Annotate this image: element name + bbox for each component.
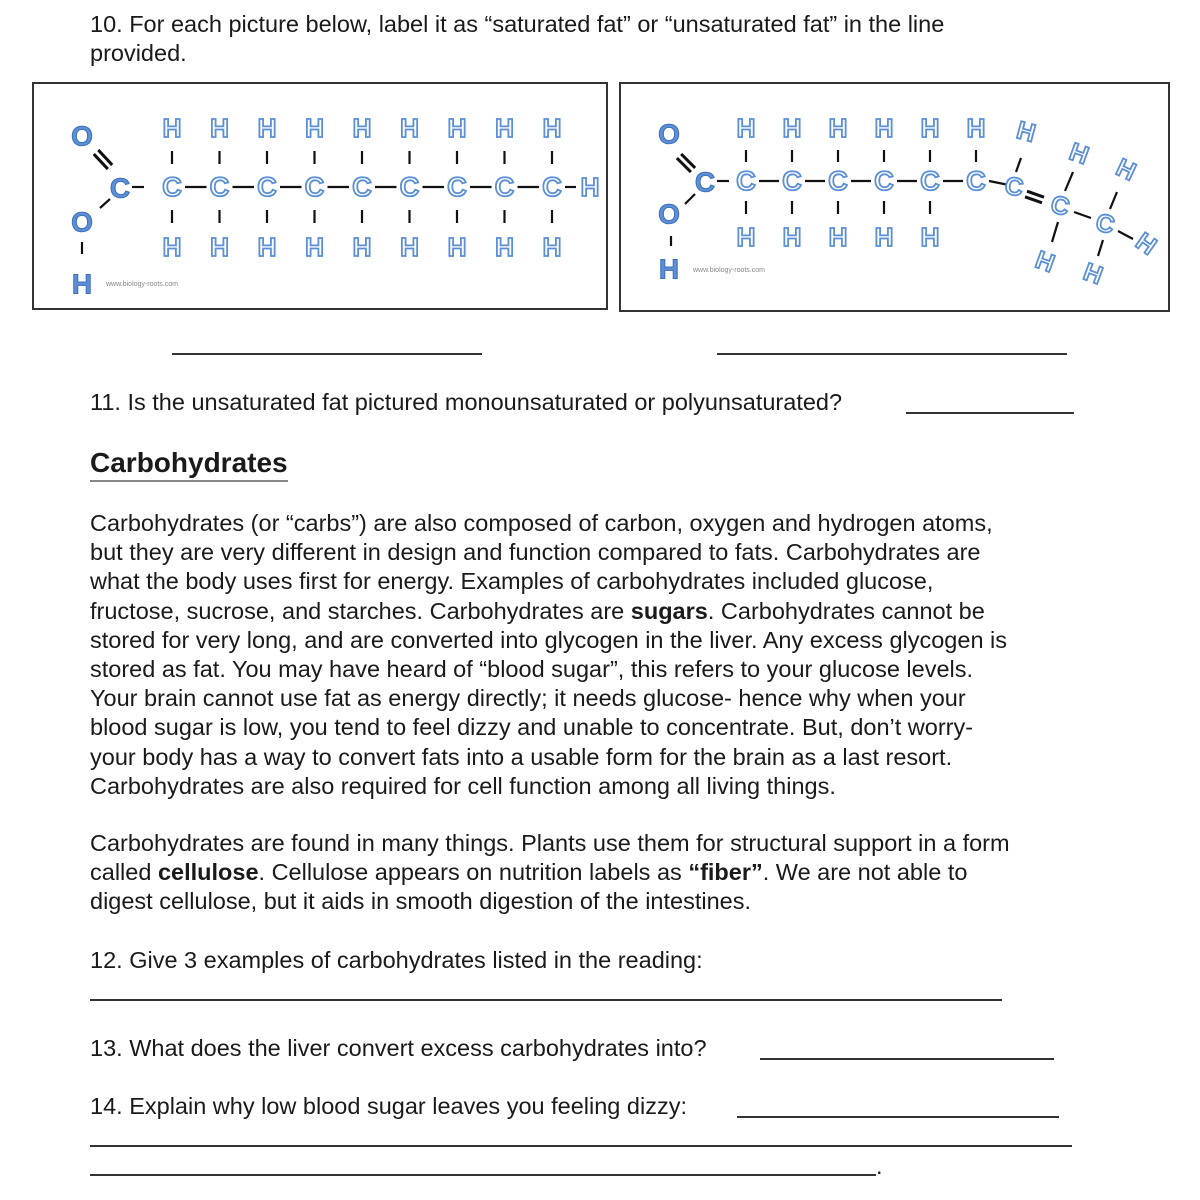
watermark-text: www.biology-roots.com <box>693 267 765 274</box>
hydrogen-atom: H <box>580 172 600 202</box>
text-run: your body has a way to convert fats into a usable form for the brain as a last resort. <box>90 743 953 770</box>
hydrogen-atom: H <box>305 113 324 143</box>
bond-line <box>100 199 110 208</box>
hydrogen-atom: H <box>162 113 182 143</box>
hydrogen-atom: H <box>782 222 802 252</box>
paragraph-line <box>90 538 1007 567</box>
carbon-atom: C <box>1047 190 1073 222</box>
carbon-atom: C <box>209 172 230 202</box>
question-14: 14. Explain why low blood sugar leaves you feeling dizzy: <box>90 1093 687 1119</box>
text-run: fructose, sucrose, and starches. Carbohydrates are <box>90 597 631 624</box>
hydrogen-atom: H <box>447 113 467 143</box>
question-10-line2: provided. <box>90 40 187 66</box>
hydrogen-atom: H <box>495 113 514 143</box>
watermark-text: www.biology-roots.com <box>106 281 178 288</box>
section-heading: Carbohydrates <box>90 446 288 482</box>
hydrogen-atom: H <box>736 113 756 143</box>
oxygen-atom: O <box>658 198 680 230</box>
hydrogen-atom: H <box>400 232 419 262</box>
bond-line <box>1025 197 1042 203</box>
paragraph-line <box>90 772 1007 801</box>
oxygen-atom: O <box>71 120 93 152</box>
hydrogen-atom: H <box>162 232 182 262</box>
paragraph-line <box>90 684 1007 713</box>
text-run: what the body uses first for energy. Examples of carbohydrates included glucose, <box>90 568 934 595</box>
oxygen-atom: O <box>658 118 680 150</box>
bold-term: sugars <box>630 597 708 624</box>
carbon-atom: C <box>1002 171 1026 203</box>
hydrogen-atom: H <box>71 268 93 300</box>
carbon-atom: C <box>694 166 716 198</box>
hydrogen-atom: H <box>920 222 940 252</box>
bond-line <box>1065 172 1073 191</box>
answer-line-figure-2[interactable] <box>717 353 1067 355</box>
paragraph-line <box>90 743 1007 772</box>
paragraph-1 <box>90 509 1007 801</box>
answer-line-q13[interactable] <box>760 1058 1054 1060</box>
bond-line <box>1118 231 1133 239</box>
bond-line <box>685 194 695 204</box>
paragraph-line <box>90 858 1010 887</box>
carbon-atom: C <box>399 172 420 202</box>
hydrogen-atom: H <box>542 232 562 262</box>
hydrogen-atom: H <box>874 222 894 252</box>
paragraph-line <box>90 887 1010 916</box>
answer-line-q14-c[interactable] <box>90 1174 876 1176</box>
bond-line <box>1016 158 1021 172</box>
answer-line-q11[interactable] <box>906 412 1074 414</box>
bond-line <box>1027 191 1044 197</box>
hydrogen-atom: H <box>210 232 229 262</box>
oxygen-atom: O <box>71 206 93 238</box>
carbon-atom: C <box>542 172 562 202</box>
carbon-atom: C <box>1092 208 1118 240</box>
hydrogen-atom: H <box>1065 137 1093 171</box>
answer-line-figure-1[interactable] <box>172 353 482 355</box>
text-run: but they are very different in design and function compared to fats. Carbohydrates are <box>90 539 981 566</box>
bond-line <box>1110 192 1117 209</box>
paragraph-line <box>90 509 1007 538</box>
answer-line-q14-b[interactable] <box>90 1145 1072 1147</box>
hydrogen-atom: H <box>352 113 372 143</box>
carbon-atom: C <box>966 166 986 196</box>
unsaturated-fat-diagram <box>619 82 1170 312</box>
question-10 <box>90 10 944 68</box>
bond-line <box>1074 212 1091 218</box>
hydrogen-atom: H <box>736 222 756 252</box>
saturated-fat-molecule-icon <box>34 84 606 308</box>
hydrogen-atom: H <box>874 113 894 143</box>
answer-line-q12[interactable] <box>90 999 1002 1001</box>
hydrogen-atom: H <box>828 113 848 143</box>
hydrogen-atom: H <box>1013 116 1039 148</box>
hydrogen-atom: H <box>542 113 562 143</box>
carbon-atom: C <box>447 172 467 202</box>
carbon-atom: C <box>109 172 131 204</box>
answer-line-q14-a[interactable] <box>737 1116 1059 1118</box>
hydrogen-atom: H <box>210 113 229 143</box>
paragraph-line <box>90 567 1007 596</box>
paragraph-line <box>90 626 1007 655</box>
text-run: Carbohydrates (or “carbs”) are also composed of carbon, oxygen and hydrogen atoms, <box>90 510 993 536</box>
hydrogen-atom: H <box>966 113 986 143</box>
paragraph-line <box>90 829 1010 858</box>
hydrogen-atom: H <box>1079 257 1107 291</box>
hydrogen-atom: H <box>257 232 277 262</box>
question-13: 13. What does the liver convert excess carbohydrates into? <box>90 1035 707 1061</box>
text-run: . We are not able to <box>762 859 968 886</box>
hydrogen-atom: H <box>257 113 277 143</box>
bold-term: “fiber” <box>688 859 763 886</box>
bond-line <box>1098 240 1103 256</box>
carbon-atom: C <box>162 172 182 202</box>
carbon-atom: C <box>920 166 940 196</box>
paragraph-line <box>90 713 1007 742</box>
bond-line <box>1052 222 1058 242</box>
carbon-atom: C <box>736 166 756 196</box>
unsaturated-fat-molecule-icon <box>621 84 1168 310</box>
question-12: 12. Give 3 examples of carbohydrates listed in the reading: <box>90 947 703 973</box>
saturated-fat-diagram <box>32 82 608 310</box>
hydrogen-atom: H <box>1111 153 1141 187</box>
bold-term: cellulose <box>157 859 259 886</box>
hydrogen-atom: H <box>305 232 324 262</box>
text-run: stored for very long, and are converted into glycogen in the liver. Any excess glycogen is <box>90 626 1008 653</box>
hydrogen-atom: H <box>828 222 848 252</box>
text-run: Carbohydrates are found in many things. Plants use them for structural support in a form <box>90 830 1010 856</box>
text-run: stored as fat. You may have heard of “blood sugar”, this refers to your glucose levels. <box>90 656 974 683</box>
carbon-atom: C <box>874 166 894 196</box>
question-14-period: . <box>876 1153 883 1179</box>
hydrogen-atom: H <box>658 253 680 285</box>
text-run: called <box>90 859 158 886</box>
carbon-atom: C <box>828 166 848 196</box>
text-run: Your brain cannot use fat as energy directly; it needs glucose- hence why when your <box>90 685 966 712</box>
text-run: blood sugar is low, you tend to feel dizzy and unable to concentrate. But, don’t worry- <box>90 714 974 741</box>
hydrogen-atom: H <box>920 113 940 143</box>
paragraph-line <box>90 655 1007 684</box>
text-run: digest cellulose, but it aids in smooth digestion of the intestines. <box>90 888 751 915</box>
paragraph-2 <box>90 829 1010 917</box>
carbon-atom: C <box>352 172 372 202</box>
hydrogen-atom: H <box>400 113 419 143</box>
hydrogen-atom: H <box>782 113 802 143</box>
question-11: 11. Is the unsaturated fat pictured monounsaturated or polyunsaturated? <box>90 389 843 415</box>
text-run: . Cellulose appears on nutrition labels as <box>258 859 689 886</box>
carbon-atom: C <box>494 172 515 202</box>
carbon-atom: C <box>782 166 802 196</box>
text-run: . Carbohydrates cannot be <box>707 597 985 624</box>
hydrogen-atom: H <box>1130 227 1162 261</box>
hydrogen-atom: H <box>447 232 467 262</box>
paragraph-line <box>90 597 1007 626</box>
text-run: Carbohydrates are also required for cell function among all living things. <box>90 772 836 799</box>
carbon-atom: C <box>257 172 277 202</box>
hydrogen-atom: H <box>495 232 514 262</box>
hydrogen-atom: H <box>352 232 372 262</box>
carbon-atom: C <box>304 172 325 202</box>
question-10-line1: 10. For each picture below, label it as “saturated fat” or “unsaturated fat” in the line <box>90 11 945 37</box>
hydrogen-atom: H <box>1031 245 1059 279</box>
